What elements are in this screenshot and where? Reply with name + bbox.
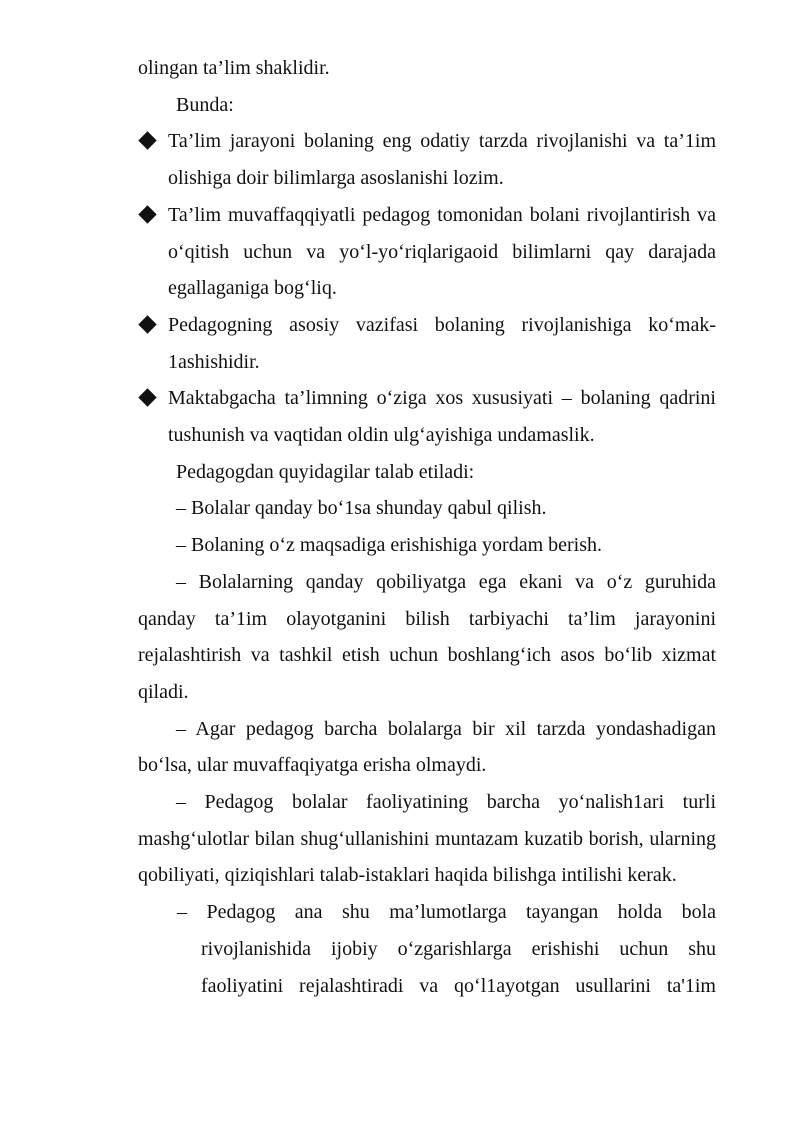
paragraph-bunda: Bunda: — [176, 93, 234, 116]
document-page — [138, 50, 716, 1004]
paragraph-continuation: olingan ta’lim shaklidir. — [138, 57, 330, 79]
paragraph-dash-6: – Pedagog ana shu ma’lumotlarga tayangan holda bola rivojlanishida ijobiy o‘zgarishlarga erishishi uchun shu faoliyatini rejalashtiradi va qo‘l1ayotgan usullarini ta'1im — [177, 901, 716, 997]
bullet-list — [138, 123, 716, 453]
list-item-text: Pedagogning asosiy vazifasi bolaning rivojlanishiga ko‘mak-1ashishidir. — [168, 313, 716, 373]
list-item-text: Ta’lim jarayoni bolaning eng odatiy tarzda rivojlanishi va ta’1im olishiga doir bilimlarga asoslanishi lozim. — [168, 130, 716, 190]
list-item-text: Ta’lim muvaffaqqiyatli pedagog tomonidan bolani rivojlantirish va o‘qitish uchun va yo‘l-yo‘riqlarigaoid bilimlarni qay darajada egallaganiga bog‘liq. — [168, 203, 716, 300]
paragraph-dash-1: – Bolalar qanday bo‘1sa shunday qabul qilish. — [176, 497, 547, 520]
list-item — [138, 197, 716, 307]
diamond-bullet-icon — [138, 315, 156, 333]
list-item — [138, 380, 716, 453]
list-item — [138, 123, 716, 196]
paragraph-dash-5: – Pedagog bolalar faoliyatining barcha yo‘nalish1ari turli mashg‘ulotlar bilan shug‘ullanishini muntazam kuzatib borish, ularning qobiliyati, qiziqishlari talab-istaklari haqida bilishga intilishi kerak. — [138, 791, 716, 887]
paragraph-requirements-heading: Pedagogdan quyidagilar talab etiladi: — [176, 460, 475, 483]
paragraph-dash-3: – Bolalarning qanday qobiliyatga ega ekani va o‘z guruhida qanday ta’1im olayotganini bilish tarbiyachi ta’lim jarayonini rejalashtirish va tashkil etish uchun boshlang‘ich asos bo‘lib xizmat qiladi. — [138, 570, 716, 703]
paragraph-dash-4: – Agar pedagog barcha bolalarga bir xil tarzda yondashadigan bo‘lsa, ular muvaffaqiyatga erisha olmaydi. — [138, 717, 716, 777]
paragraph-dash-2: – Bolaning o‘z maqsadiga erishishiga yordam berish. — [176, 534, 603, 557]
diamond-bullet-icon — [138, 389, 156, 407]
diamond-bullet-icon — [138, 205, 156, 223]
list-item — [138, 307, 716, 380]
list-item-text: Maktabgacha ta’limning o‘ziga xos xususiyati – bolaning qadrini tushunish va vaqtidan oldin ulg‘ayishiga undamaslik. — [168, 387, 716, 447]
diamond-bullet-icon — [138, 132, 156, 150]
